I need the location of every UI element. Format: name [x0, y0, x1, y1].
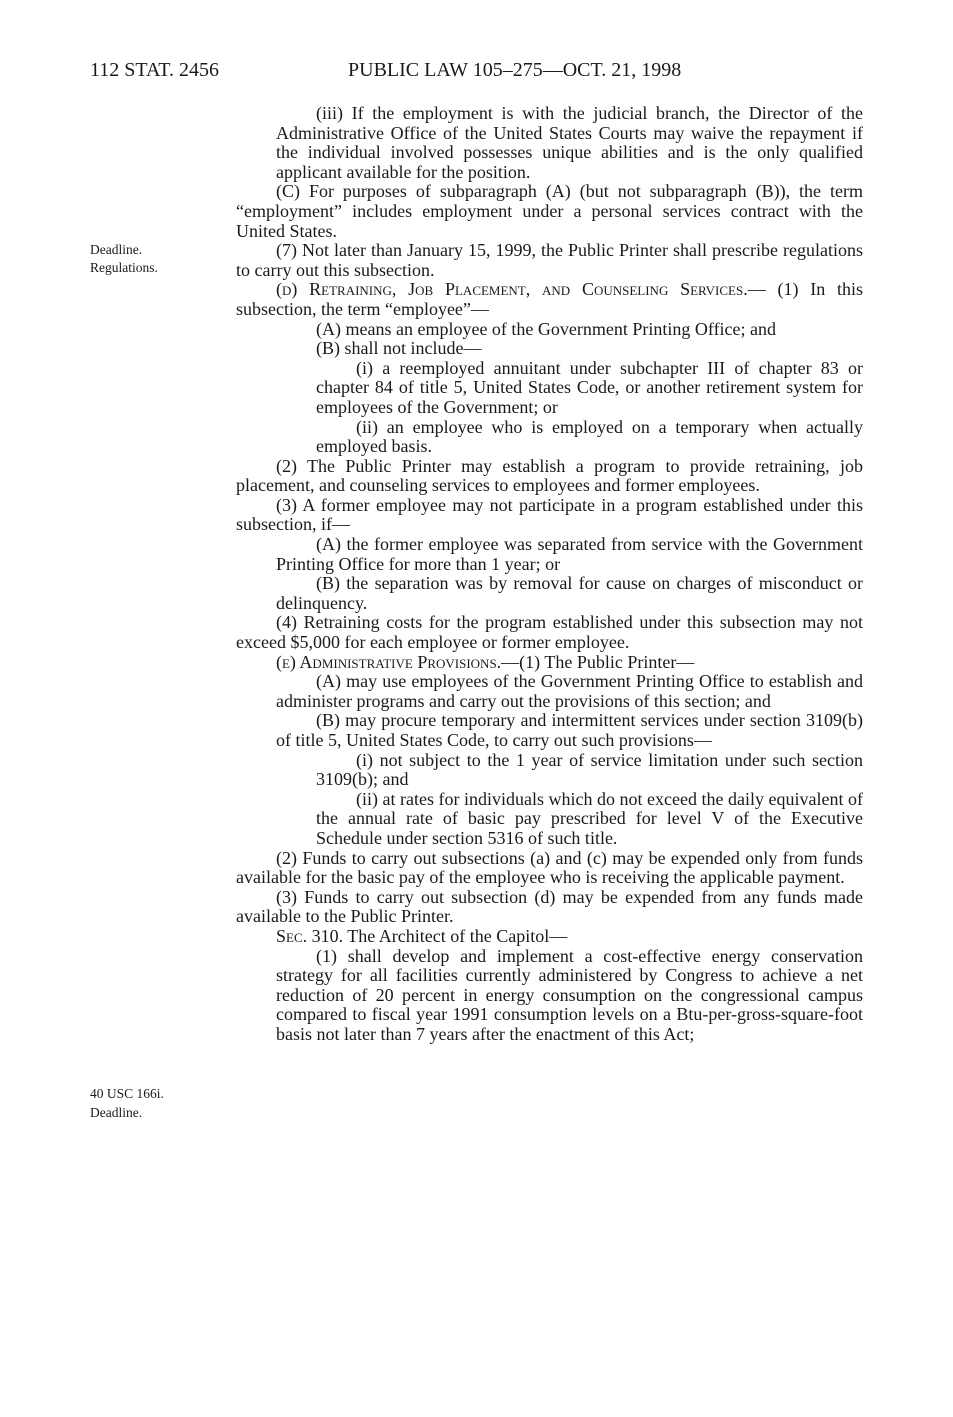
paragraph-1: (1) shall develop and implement a cost-effective energy conservation strategy for all facilities currently administered by Congress to achieve a net reduction of 20 percent in energy consumption on the congressional campus compared to fiscal year 1991 consumption levels on a Btu-per-gross-square-foot basis not later than 7 years after the enactment of this Act;: [276, 945, 863, 1044]
section-text: 310. The Architect of the Capitol—: [307, 925, 568, 946]
section-label: Sec.: [276, 925, 308, 946]
margin-note-deadline: Deadline.: [90, 242, 143, 257]
subsection-text: (1) The Public Printer—: [519, 651, 695, 672]
paragraph-2: (2) The Public Printer may establish a program to provide retraining, job placement, and counseling services to employees and former employees.: [236, 455, 863, 496]
subsection-e: [236, 653, 863, 673]
paragraph-7: (7) Not later than January 15, 1999, the Public Printer shall prescribe regulations to carry out this subsection.: [236, 240, 863, 280]
clause-ii: (ii) at rates for individuals which do not exceed the daily equivalent of the annual rate of basic pay prescribed for level V of the Executive Schedule under section 5316 of such title.: [316, 788, 863, 848]
paragraph-4: (4) Retraining costs for the program established under this subsection may not exceed $5,000 for each employee or former employee.: [236, 612, 863, 653]
margin-note-deadline: Deadline.: [90, 1105, 143, 1120]
paragraph-3: (3) Funds to carry out subsection (d) may be expended from any funds made available to the Public Printer.: [236, 886, 863, 927]
subparagraph-a: (A) may use employees of the Government Printing Office to establish and administer programs and carry out the provisions of this section; and: [276, 671, 863, 711]
subparagraph-c: (C) For purposes of subparagraph (A) (but not subparagraph (B)), the term “employment” includes employment under a personal services contract with the United States.: [236, 181, 863, 241]
subsection-d: [236, 280, 863, 319]
clause-i: (i) not subject to the 1 year of service limitation under such section 3109(b); and: [316, 749, 863, 790]
clause-ii: (ii) an employee who is employed on a temporary when actually employed basis.: [316, 416, 863, 457]
subsection-text: (1) In this subsection, the term “employee”—: [236, 279, 864, 319]
running-title: PUBLIC LAW 105–275—OCT. 21, 1998: [348, 59, 682, 81]
section-310: [236, 927, 863, 947]
statute-page-number: 112 STAT. 2456: [90, 59, 219, 81]
statute-body: [236, 104, 863, 1045]
subsection-heading: (e) Administrative Provisions.—: [276, 651, 520, 672]
subsection-heading: (d) Retraining, Job Placement, and Counseling Services.—: [276, 279, 766, 300]
paragraph-3: (3) A former employee may not participate in a program established under this subsection, if—: [236, 494, 863, 535]
margin-note-usc-citation: 40 USC 166i.: [90, 1086, 164, 1101]
subparagraph-b: (B) the separation was by removal for cause on charges of misconduct or delinquency.: [276, 573, 863, 613]
paragraph-2: (2) Funds to carry out subsections (a) and (c) may be expended only from funds available for the basic pay of the employee who is receiving the applicable payment.: [236, 847, 863, 888]
clause-i: (i) a reemployed annuitant under subchapter III of chapter 83 or chapter 84 of title 5, United States Code, or another retirement system for employees of the Government; or: [316, 357, 863, 417]
clause-iii: (iii) If the employment is with the judicial branch, the Director of the Administrative Office of the United States Courts may waive the repayment if the individual involved possesses unique abilities and is the only qualified applicant available for the position.: [276, 103, 863, 182]
subparagraph-b: (B) shall not include—: [316, 338, 482, 359]
subparagraph-a: (A) the former employee was separated from service with the Government Printing Office for more than 1 year; or: [276, 534, 863, 574]
subparagraph-b: (B) may procure temporary and intermittent services under section 3109(b) of title 5, United States Code, to carry out such provisions—: [276, 710, 863, 750]
margin-note-regulations: Regulations.: [90, 260, 158, 275]
subparagraph-a: (A) means an employee of the Government Printing Office; and: [316, 318, 777, 339]
